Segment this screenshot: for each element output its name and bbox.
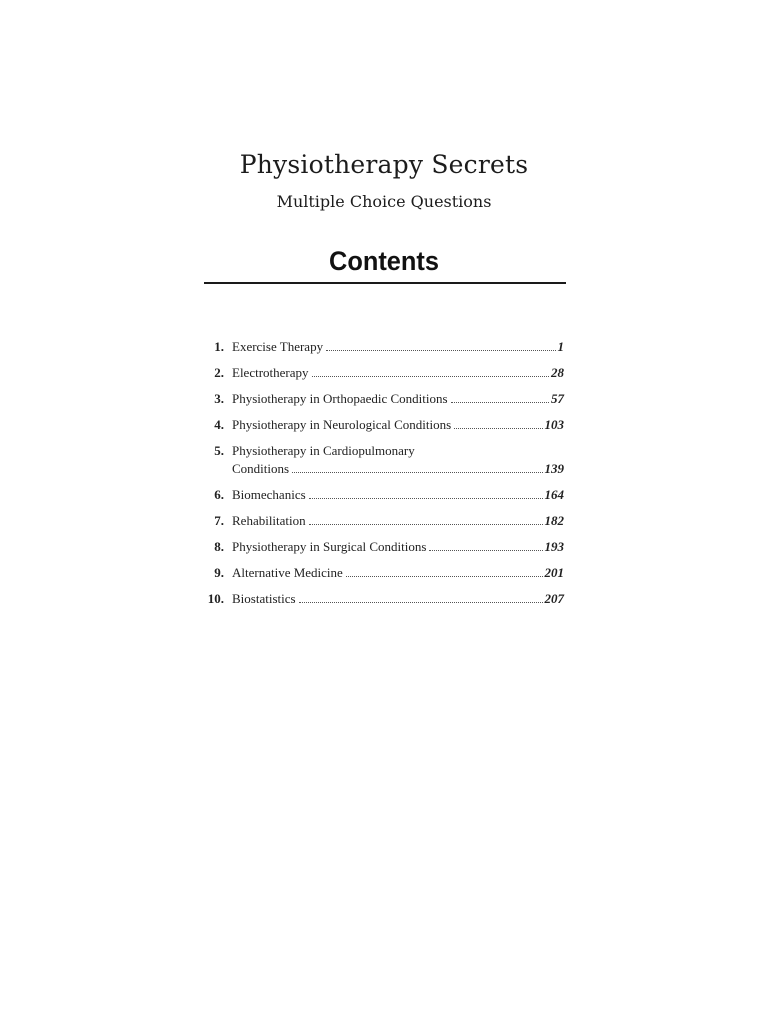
toc-entry-2[interactable] [200,364,564,382]
toc-title: Exercise Therapy [232,339,324,354]
table-of-contents [200,338,564,616]
contents-heading: Contents [329,246,439,276]
toc-number: 5. [214,443,224,458]
toc-title: Biomechanics [232,487,306,502]
dot-leader [326,349,555,351]
dot-leader [346,575,543,577]
toc-title-line-2: Conditions [232,461,290,476]
toc-number: 2. [214,365,224,380]
dot-leader [312,375,549,377]
dot-leader [309,523,543,525]
toc-title: Biostatistics [232,591,296,606]
dot-leader [309,497,543,499]
toc-number: 1. [214,339,224,354]
toc-page-number: 164 [544,487,564,502]
toc-number: 4. [214,417,224,432]
toc-title: Physiotherapy in Surgical Conditions [232,539,427,554]
toc-page-number: 182 [544,513,564,528]
toc-number: 3. [214,391,224,406]
toc-page-number: 201 [544,565,564,580]
toc-number: 7. [214,513,224,528]
heading-divider [204,282,566,284]
toc-entry-7[interactable] [200,512,564,530]
toc-title: Physiotherapy in Orthopaedic Conditions [232,391,448,406]
toc-page-number: 28 [551,365,564,380]
toc-entry-10[interactable] [200,590,564,608]
toc-entry-8[interactable] [200,538,564,556]
dot-leader [429,549,542,551]
toc-title: Rehabilitation [232,513,306,528]
toc-number: 10. [207,591,224,606]
toc-number: 9. [214,565,224,580]
book-title: Physiotherapy Secrets [239,150,529,179]
book-subtitle: Multiple Choice Questions [276,192,492,211]
toc-entry-5[interactable] [200,442,564,478]
toc-page-number: 57 [551,391,564,406]
toc-entry-4[interactable] [200,416,564,434]
toc-entry-6[interactable] [200,486,564,504]
toc-number: 8. [214,539,224,554]
dot-leader [299,601,543,603]
toc-page-number: 103 [544,417,564,432]
toc-title-line-1: Physiotherapy in Cardiopulmonary [232,443,415,458]
dot-leader [292,471,542,473]
toc-entry-1[interactable] [200,338,564,356]
toc-entry-9[interactable] [200,564,564,582]
toc-title: Physiotherapy in Neurological Conditions [232,417,452,432]
toc-page-number: 207 [544,591,564,606]
toc-page-number: 193 [544,539,564,554]
toc-number: 6. [214,487,224,502]
toc-entry-3[interactable] [200,390,564,408]
dot-leader [454,427,542,429]
dot-leader [451,401,549,403]
toc-title: Electrotherapy [232,365,309,380]
toc-title: Alternative Medicine [232,565,343,580]
toc-page-number: 1 [557,339,564,354]
toc-page-number: 139 [544,461,564,476]
